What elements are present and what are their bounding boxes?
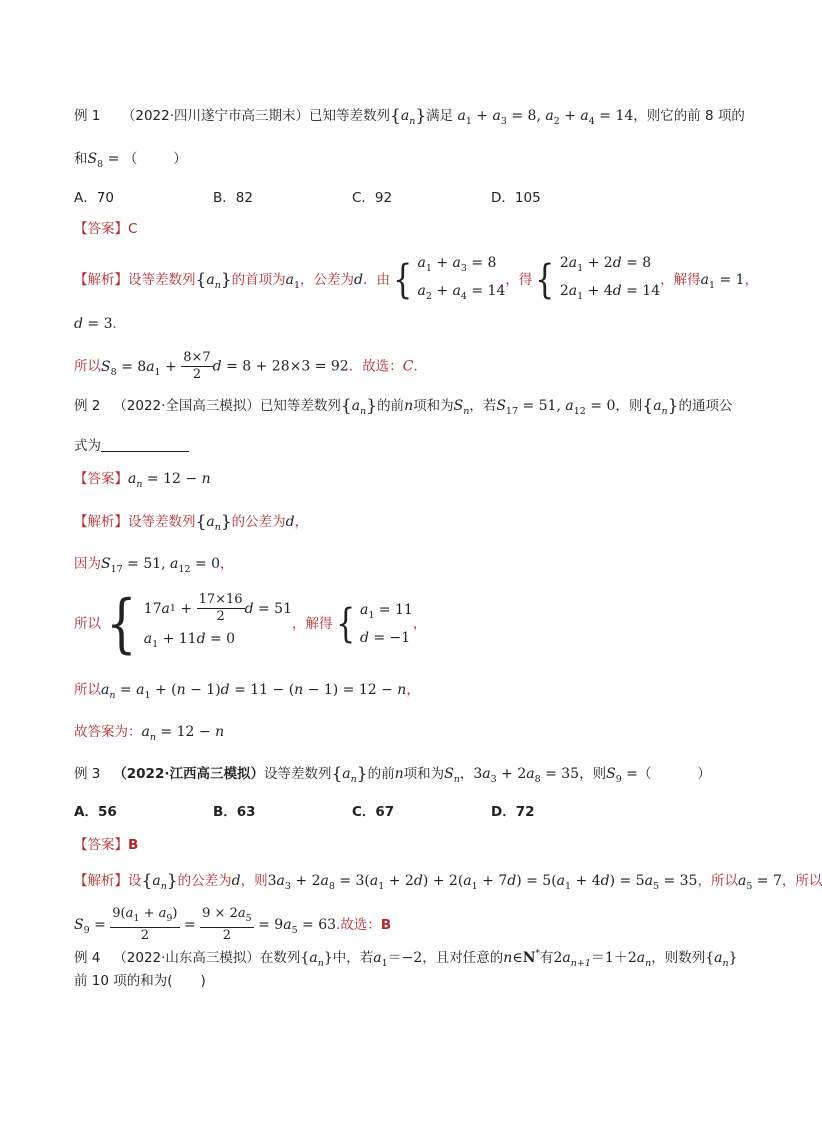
ex4-question-line1: 例 4 （2022·山东高三模拟）在数列$\{a_n\}$中，若$a_1=-2$，且对任意的n∈N*有$2a_{n+1}=1+2a_n$，则数列$\{a_n\}$ — [74, 949, 738, 969]
ex1-seq-an: $\{a_n\}$ — [390, 106, 427, 127]
ex2-analysis-line2: 因为$S_{17} = 51$, $a_{12} = 0$， — [74, 556, 234, 575]
ex2-analysis-line3: 所以 { 17 a 1 + $\frac{17\times 16}{2}$ d = 51 $a_1 + 11d = 0$ ，解得 { $a_1 = 11$ d = −1 ， — [74, 587, 427, 661]
ex2-system-1: { 17 a 1 + $\frac{17\times 16}{2}$ d = 51 $a_1 + 11d = 0$ — [106, 587, 292, 661]
ex1-fraction: $\frac{8\times 7}{2}$ — [183, 350, 211, 382]
ex4-question-line2: 前 10 项的和为( ) — [74, 973, 206, 989]
ex1-system-2: { $2a_1 + 2d = 8$ $2a_1 + 4d = 14$ — [535, 255, 661, 303]
ex1-option-b: B．82 — [213, 190, 253, 206]
ex4-label: 例 4 — [74, 950, 101, 966]
ex2-label: 例 2 — [74, 398, 101, 414]
ex1-option-d: D．105 — [491, 190, 541, 206]
ex4-source: （2022·山东高三模拟） — [113, 950, 260, 966]
ex2-analysis-line1: 【解析】设等差数列$\{a_n\}$的公差为d， — [74, 512, 309, 533]
ex2-answer: 【答案】$a_n = 12 - n$ — [74, 471, 211, 490]
ex1-options — [74, 188, 541, 208]
ex1-answer: 【答案】C — [74, 221, 138, 237]
ex1-question-line2: 和$S_8$ = （ ） — [74, 151, 187, 170]
ex2-question-line1: 例 2 （2022·全国高三模拟）已知等差数列$\{a_n\}$的前n项和为$S_n$，若$S_{17} = 51$, $a_{12} = 0$，则$\{a_n\}$的通项公 — [74, 396, 733, 417]
ex2-answer-blank — [101, 437, 189, 452]
ex1-option-c: C．92 — [352, 190, 393, 206]
ex2-question-line2: 式为 — [74, 436, 189, 456]
ex1-source: （2022·四川遂宁市高三期末） — [121, 108, 310, 124]
ex3-answer: 【答案】B — [74, 837, 139, 853]
ex2-analysis-line5: 故答案为：$a_n = 12 - n$ — [74, 724, 225, 743]
ex3-label: 例 3 — [74, 766, 101, 782]
ex3-option-a: A．56 — [74, 804, 117, 820]
ex3-source: （2022·江西高三模拟） — [113, 766, 264, 782]
ex1-label: 例 1 — [74, 108, 101, 124]
ex3-analysis-line1: 【解析】设$\{a_n\}$的公差为d，则$3a_3 + 2a_8 = 3(a_1 + 2d) + 2(a_1 + 7d) = 5(a_1 + 4d) = 5a_5 = 35$，所以$a_5 = 7$，所以 — [74, 871, 822, 892]
ex1-analysis-line3: 所以$S_8 = 8a_1$ + $\frac{8\times 7}{2}$ d = 8 + 28×3 = 92．故选：C． — [74, 350, 427, 382]
ex1-question-line1: 例 1 （2022·四川遂宁市高三期末）已知等差数列$\{a_n\}$满足 $a_1 + a_3 = 8$, $a_2 + a_4 = 14$，则它的前 8 项的 — [74, 106, 745, 127]
ex3-option-c: C．67 — [352, 804, 395, 820]
ex2-system-2: { $a_1 = 11$ d = −1 — [335, 601, 413, 647]
ex1-analysis-label: 【解析】 — [74, 272, 128, 288]
ex1-analysis-line2: d = 3． — [74, 316, 127, 332]
ex3-option-b: B．63 — [213, 804, 256, 820]
ex2-analysis-line4: 所以$a_n = a_1 + (n - 1)d = 11 - (n - 1) = 12 - n$， — [74, 682, 420, 701]
ex3-option-d: D．72 — [491, 804, 535, 820]
ex3-question: 例 3 （2022·江西高三模拟）设等差数列$\{a_n\}$的前n项和为$S_n$，$3a_3 + 2a_8 = 35$，则$S_9$ =（ ） — [74, 764, 711, 785]
ex3-options — [74, 802, 535, 822]
ex1-condition: $a_1 + a_3 = 8$, $a_2 + a_4 = 14$ — [457, 108, 634, 127]
ex3-analysis-line2: $S_9$ = $\frac{9(a_1 + a_9)}{2}$ = $\frac{9 \times 2a_5}{2}$ = $9a_5 = 63$.故选：B — [74, 906, 392, 943]
ex1-option-a: A．70 — [74, 190, 114, 206]
ex1-system-1: { $a_1 + a_3 = 8$ $a_2 + a_4 = 14$ — [393, 255, 506, 303]
ex1-analysis-line1: 【解析】设等差数列$\{a_n\}$的首项为$a_1$，公差为d．由 { $a_1 + a_3 = 8$ $a_2 + a_4 = 14$ ，得 { $2a_1 + 2d = 8$ $2a_1 + 4d = 14$ ，解得$a_1 = 1$， — [74, 252, 758, 308]
ex2-source: （2022·全国高三模拟） — [113, 398, 260, 414]
